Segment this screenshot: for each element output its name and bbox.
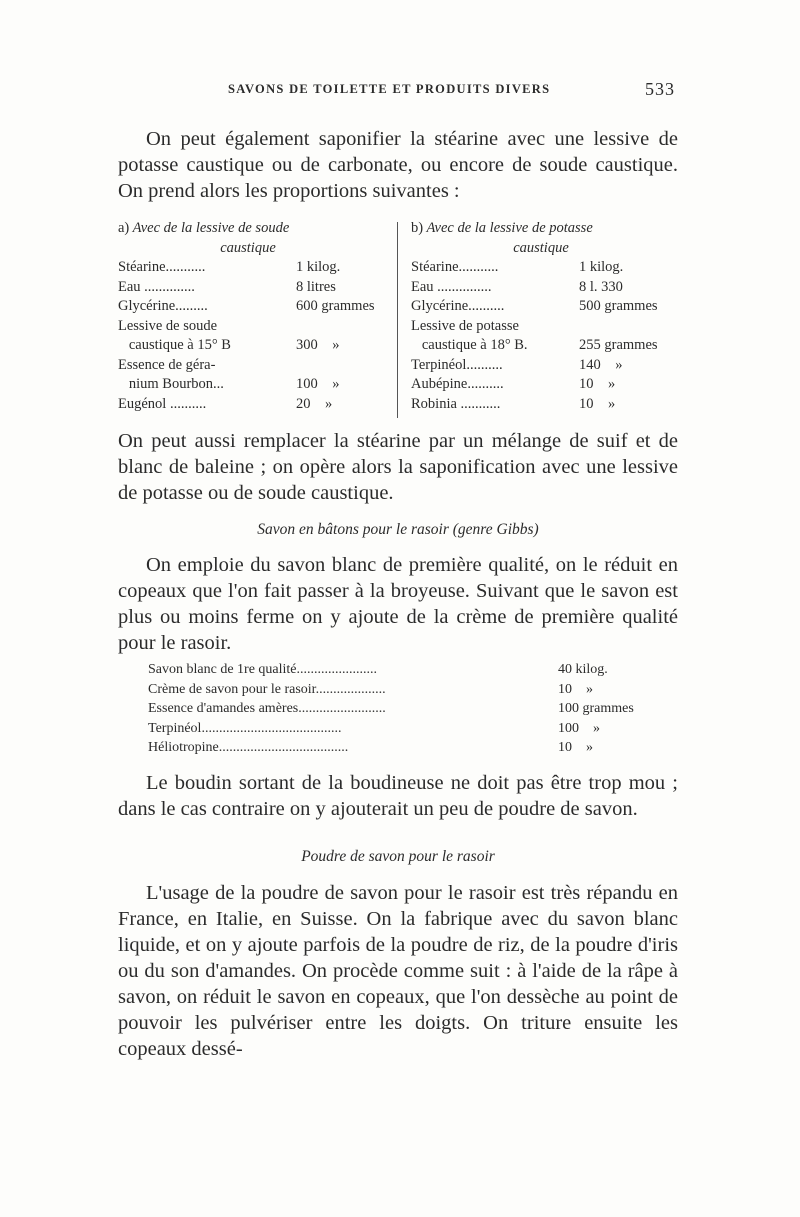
paragraph-2: On peut aussi remplacer la stéarine par un mélange de suif et de blanc de baleine ; on opère alors la saponification avec une lessive de potasse ou de soude caustique.: [118, 430, 678, 504]
ingredient-name: Eau ...............: [411, 278, 492, 295]
recipe-b-title: [411, 219, 681, 239]
recipe-b-label: b): [411, 220, 424, 236]
ingredient-name: Terpinéol..........: [411, 356, 503, 373]
paragraph-3: On emploie du savon blanc de première qualité, on le réduit en copeaux que l'on fait passer à la broyeuse. Suivant que le savon est plus ou moins ferme on y ajoute de la crème de première qualité pour le rasoir.: [118, 554, 678, 654]
table-row: [118, 278, 388, 298]
paragraph-1: On peut également saponifier la stéarine avec une lessive de potasse caustique ou de carbonate, ou encore de soude caustique. On prend alors les proportions suivantes :: [118, 128, 678, 202]
ingredient-name: Essence de géra-: [118, 356, 216, 373]
ingredient-name: Aubépine..........: [411, 376, 504, 392]
ingredient-qty: 10 »: [558, 681, 593, 697]
recipe-a-title-line1: Avec de la lessive de soude: [132, 220, 290, 236]
ingredient-name: Héliotropine.....................................: [148, 740, 349, 755]
ingredient-qty: 300 »: [296, 337, 340, 353]
ingredient-name: caustique à 15° B: [118, 337, 231, 353]
ingredient-qty: 40 kilog.: [558, 662, 608, 677]
ingredient-name: Robinia ...........: [411, 395, 501, 412]
recipe-a-label: a): [118, 220, 130, 236]
recipe-a-title-line2: caustique: [220, 239, 276, 256]
recipe-a-rows: [118, 258, 388, 414]
ingredient-qty: 10 »: [579, 376, 616, 392]
ingredient-qty: 10 »: [579, 395, 616, 412]
ingredient-name: Eau ..............: [118, 278, 195, 295]
ingredient-qty: 8 litres: [296, 278, 336, 295]
ingredient-name: caustique à 18° B.: [411, 337, 528, 353]
table-row: [411, 278, 681, 298]
recipe-a-title: [118, 219, 388, 239]
page-number: 533: [645, 79, 675, 99]
recipe-b-title-line2: caustique: [513, 239, 569, 256]
table-row: [148, 660, 688, 680]
section-subtitle-powder: Poudre de savon pour le rasoir: [301, 848, 495, 865]
table-row: [411, 395, 681, 415]
ingredient-name: Terpinéol........................................: [148, 720, 342, 736]
paragraph-5: L'usage de la poudre de savon pour le rasoir est très répandu en France, en Italie, en Suisse. On la fabrique avec du savon blanc liquide, et on y ajoute parfois de la poudre de riz, de la poudre d'iris ou du son d'amandes. On procède comme suit : à l'aide de la râpe à savon, on réduit le savon en copeaux, que l'on dessèche au point de pouvoir les pulvériser entre les doigts. On triture ensuite les copeaux dessé-: [118, 882, 678, 1060]
recipe-b-title-line1: Avec de la lessive de potasse: [426, 220, 593, 236]
table-row: [411, 356, 681, 376]
ingredient-qty: 600 grammes: [296, 298, 375, 314]
recipe-b-table: [411, 219, 681, 414]
table-row: [148, 738, 688, 758]
ingredient-qty: 255 grammes: [579, 337, 658, 353]
table-row: [148, 699, 688, 719]
ingredient-qty: 1 kilog.: [296, 259, 341, 275]
running-title: SAVONS DE TOILETTE ET PRODUITS DIVERS: [228, 82, 551, 96]
ingredient-qty: 100 grammes: [558, 701, 634, 716]
table-row: [118, 356, 388, 376]
column-divider: [397, 222, 398, 418]
ingredient-qty: 140 »: [579, 356, 623, 373]
ingredient-name: Eugénol ..........: [118, 395, 207, 412]
table-row: [118, 336, 388, 356]
recipe-a-table: [118, 219, 388, 414]
table-row: [148, 719, 688, 739]
table-row: [118, 258, 388, 278]
table-row: [411, 375, 681, 395]
table-row: [148, 680, 688, 700]
table-row: [411, 336, 681, 356]
section-subtitle-gibbs: Savon en bâtons pour le rasoir (genre Gibbs): [257, 521, 539, 538]
table-row: [411, 317, 681, 337]
table-row: [118, 317, 388, 337]
recipe-gibbs-table: [148, 660, 688, 758]
ingredient-qty: 100 »: [558, 720, 600, 736]
table-row: [411, 258, 681, 278]
table-row: [411, 297, 681, 317]
table-row: [118, 375, 388, 395]
ingredient-name: Lessive de potasse: [411, 317, 519, 334]
ingredient-qty: 1 kilog.: [579, 259, 624, 275]
paragraph-4: Le boudin sortant de la boudineuse ne doit pas être trop mou ; dans le cas contraire on y ajouterait un peu de poudre de savon.: [118, 772, 678, 820]
table-row: [118, 297, 388, 317]
table-row: [118, 395, 388, 415]
ingredient-name: Glycérine..........: [411, 298, 505, 314]
ingredient-name: Stéarine...........: [411, 259, 499, 275]
ingredient-name: Crème de savon pour le rasoir....................: [148, 681, 386, 697]
ingredient-qty: 100 »: [296, 376, 340, 392]
ingredient-qty: 500 grammes: [579, 298, 658, 314]
ingredient-qty: 10 »: [558, 740, 593, 755]
page-header: [0, 79, 800, 102]
ingredient-name: nium Bourbon...: [118, 376, 224, 392]
ingredient-name: Savon blanc de 1re qualité.......................: [148, 662, 378, 677]
ingredient-name: Lessive de soude: [118, 317, 218, 334]
ingredient-qty: 20 »: [296, 395, 333, 412]
ingredient-name: Glycérine.........: [118, 298, 208, 314]
ingredient-qty: 8 l. 330: [579, 278, 623, 295]
ingredient-name: Essence d'amandes amères.........................: [148, 701, 386, 716]
ingredient-name: Stéarine...........: [118, 259, 206, 275]
recipe-b-rows: [411, 258, 681, 414]
